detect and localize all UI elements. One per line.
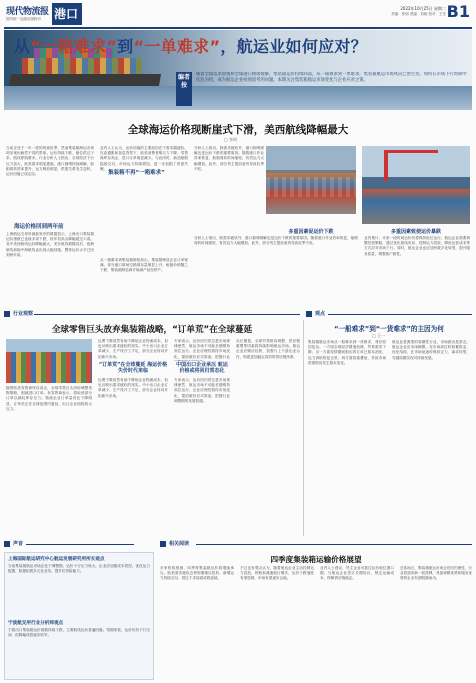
section-marker-icon xyxy=(4,311,10,317)
section-name: 港口 xyxy=(52,3,82,25)
article1-col2b: 从一箱难求到集装箱堆积如山，集装箱制造企业订单锐减。部分港口堆场空箱堆存量明显上升，租箱价格随之下跌，集装箱制造商开始减产甚至停产。 xyxy=(100,258,188,273)
article4-col3: 业内人士建议，货主企业可抓住运价低位窗口期，与航运企业签订长期协议，锁定运输成本，保障供应链稳定。 xyxy=(320,566,394,581)
article2-col1: 随着欧美零售商库存高企，全球零售巨头纷纷调整采购策略，削减进口订单。有零售商表示，将取消部分订单以减轻库存压力。物流企业订单量同比下降明显，订单荒正在全球范围内蔓延，出口企业面临较大压力。 xyxy=(6,386,92,411)
editor-credits: 责编：张明 美编：刘晓 校对：王芳 xyxy=(391,12,446,16)
article4-col4: 总体而言，集装箱航运市场正在回归理性，行业将迎来新一轮洗牌，具备规模优势和服务优势的企业有望脱颖而出。 xyxy=(400,566,472,581)
article2-col2: 运费下降虽然有助于降低企业物流成本，但也反映出需求疲软的现实。中小出口企业订单减少，生产线开工不足，部分企业转向开拓新兴市场。 xyxy=(98,378,168,398)
port-photo xyxy=(266,146,356,214)
section-marker-icon xyxy=(306,311,312,317)
page-number: B1 xyxy=(446,2,470,21)
article4-col2: 不过也有观点认为，随着航运企业主动控制运力投放，停航和减速航行增多，运价下跌速度有望放缓，市场有望逐步企稳。 xyxy=(240,566,314,581)
article1-subhead2: 集装箱不再“一箱难求” xyxy=(108,170,165,176)
section-bar-related: 相关阅读 xyxy=(160,540,472,548)
editor-note-label: 编者按 xyxy=(176,72,192,106)
article2-col4: 从长期看，全球贸易格局调整、供应链重塑等因素将持续影响航运市场。航运企业应顺应趋势，加强与上下游企业合作，构建更加稳定高效的供应链体系。 xyxy=(236,339,300,359)
voices-text1: 当前集装箱航运市场正处于调整期，运价下行压力较大。企业应加强成本管控，优化运力配置，积极拓展多元化业务，提升抗风险能力。 xyxy=(8,564,150,574)
article1-col1b: 上海航运交易所最新发布的数据显示，上海出口集装箱运价指数已连续多周下跌，较年初高点降幅超过六成。其中美西航线运价降幅最大，美东航线紧随其后，欧洲航线和地中海航线也出现大幅回落，整体运价水平已回到两年前。 xyxy=(6,232,94,257)
section-bar-voices: 声音 xyxy=(4,540,134,548)
article1-headline: 全球海运价格现断崖式下滑，美西航线降幅最大 xyxy=(127,124,349,136)
article2-col3a: 专家表示，运价回归常态是市场规律使然，航运市场不可能长期维持高位运行。企业应理性看待市场变化，提前做好应对准备，把握行业 xyxy=(174,339,230,359)
section-bar-viewpoint: 观点 xyxy=(306,310,472,318)
editor-note-text: 随着全球需求放缓和全球港口拥堵缓解，集装箱运价持续回落，从一箱难求到一单难求，集装箱航运市场风向已然生变。如何在市场下行周期中化危为机，成为航运企业亟须思考的问题。本期关注集装箱航运市场变化与企业应对之策。 xyxy=(196,72,467,84)
section-marker-icon xyxy=(160,541,166,547)
article3-headline: “一船难求”到“一货难求”的主因为何 xyxy=(334,325,444,333)
container-yard-photo xyxy=(6,339,92,383)
publication-number: 国内统一连续出版物号 xyxy=(6,17,41,21)
article2-col2a: 运费下降虽然有助于降低企业物流成本，但也反映出需求疲软的现实。中小出口企业订单减少，生产线开工不足，部分企业转向开拓新兴市场。 xyxy=(98,339,168,359)
voices-title1: 上海国际航运研究中心航运发展研究所所长观点 xyxy=(8,557,105,562)
article3-byline: □ 王一 xyxy=(372,333,386,338)
crane-photo xyxy=(362,146,470,224)
voices-title2: 宁波航交所行业分析师观点 xyxy=(8,621,64,626)
newspaper-logo: 现代物流报 xyxy=(6,7,49,17)
voices-text2: 宁波出口集装箱运价指数持续下跌，主要航线运价普遍回落。短期来看，运价仍有下行空间，但降幅或将逐步收窄。 xyxy=(8,628,150,638)
article3-col1: 集装箱航运市场从一船难求到一货难求，背后原因复杂。一方面全球经济增速放缓，贸易需求下降；另一方面疫情期间积压的订单已基本消化，运力供给恢复正常。两方面因素叠加，导致市场供需格局发生根本变化。 xyxy=(308,340,386,365)
issue-date: 2022年10月25日 星期二 xyxy=(400,6,446,11)
masthead-divider xyxy=(4,27,472,29)
article1-col4: 业内预计，未来一段时间运价仍将保持低位运行。航运企业需要调整经营策略，通过优化航线布局、控制运力投放、降低运营成本等方式应对市场下行。同时，航运企业也应加快数字化转型，提升服务质量，增强客户黏性。 xyxy=(364,236,470,256)
article3-col2: 航运业是典型的周期性行业，市场波动是常态。航运企业应未雨绸缪，在市场高位时积累资金、优化结构，在市场低迷时保持定力、谋求转型，穿越周期实现可持续发展。 xyxy=(392,340,470,360)
article2-subhead2: 中国出口企业承压 航运价格或将回归常态化 xyxy=(176,362,228,374)
article2-headline: 全球零售巨头放弃集装箱战略，“订单荒”在全球蔓延 xyxy=(51,325,253,335)
masthead xyxy=(0,0,476,30)
column-divider xyxy=(303,320,304,536)
article2-col3: 专家表示，运价回归常态是市场规律使然，航运市场不可能长期维持高位运行。企业应理性看待市场变化，提前做好应对准备，把握行业调整期的发展机遇。 xyxy=(174,378,230,403)
section-bar-industry: 行业观察 xyxy=(4,310,300,318)
article1-subhead3: 多重因素促运价下跌 xyxy=(288,229,334,235)
article2-subhead1: “订单荒”在全球蔓延 海运价格失价时代来临 xyxy=(98,362,168,374)
feature-banner xyxy=(4,30,472,110)
banner-containers xyxy=(22,58,142,74)
article1-col1: 当前正处于一年一度的传统旺季，然而集装箱海运市场却呈现出截然不同的景象。运价持续下跌，舱位供过于求，航线停航增多。行业分析人士指出，全球经济下行压力加大，欧美需求明显萎缩，港口拥堵持续缓解，船舶周转效率提升，运力释放明显，供需关系发生逆转，运价回落已成定局。 xyxy=(6,146,94,177)
article1-byline: □ 李明 xyxy=(224,137,238,142)
article4-col1: 多家机构预测，四季度集装箱运价将继续承压。欧美需求疲软态势短期难以扭转，新增运力持续交付，供过于求局面或将延续。 xyxy=(160,566,234,581)
banner-ship-hull xyxy=(9,74,161,86)
article1-col3: 分析人士指出，除需求疲软外，港口拥堵缓解也是运价下跌的重要原因。随着港口作业效率恢复，船舶周转时间缩短，有效运力大幅增加。此外，部分货主提前备货导致旺季不旺。 xyxy=(194,146,264,171)
article1-subhead1: 海运价格回到两年前 xyxy=(14,224,64,230)
article4-headline: 四季度集装箱运输价格展望 xyxy=(270,555,362,564)
feature-title: 从“一箱难求”到“一单难求”，航运业如何应对？ xyxy=(14,37,368,56)
article1-col3b: 分析人士指出，除需求疲软外，港口拥堵缓解也是运价下跌的重要原因。随着港口作业效率恢复，船舶周转时间缩短，有效运力大幅增加。此外，部分货主提前备货导致旺季不旺。 xyxy=(194,236,358,246)
section-marker-icon xyxy=(4,541,10,547)
article1-subhead4: 多重因素致使运价暴跌 xyxy=(390,229,441,235)
article1-col2: 业内人士认为，运价回落的主要原因在于需求端疲软。在高通胀和加息背景下，欧美消费者购买力下降，零售商库存高企，进口订单明显减少。与此同时，新造船舶陆续交付，市场运力持续增加，进一步加剧了供需失衡。 xyxy=(100,146,188,171)
